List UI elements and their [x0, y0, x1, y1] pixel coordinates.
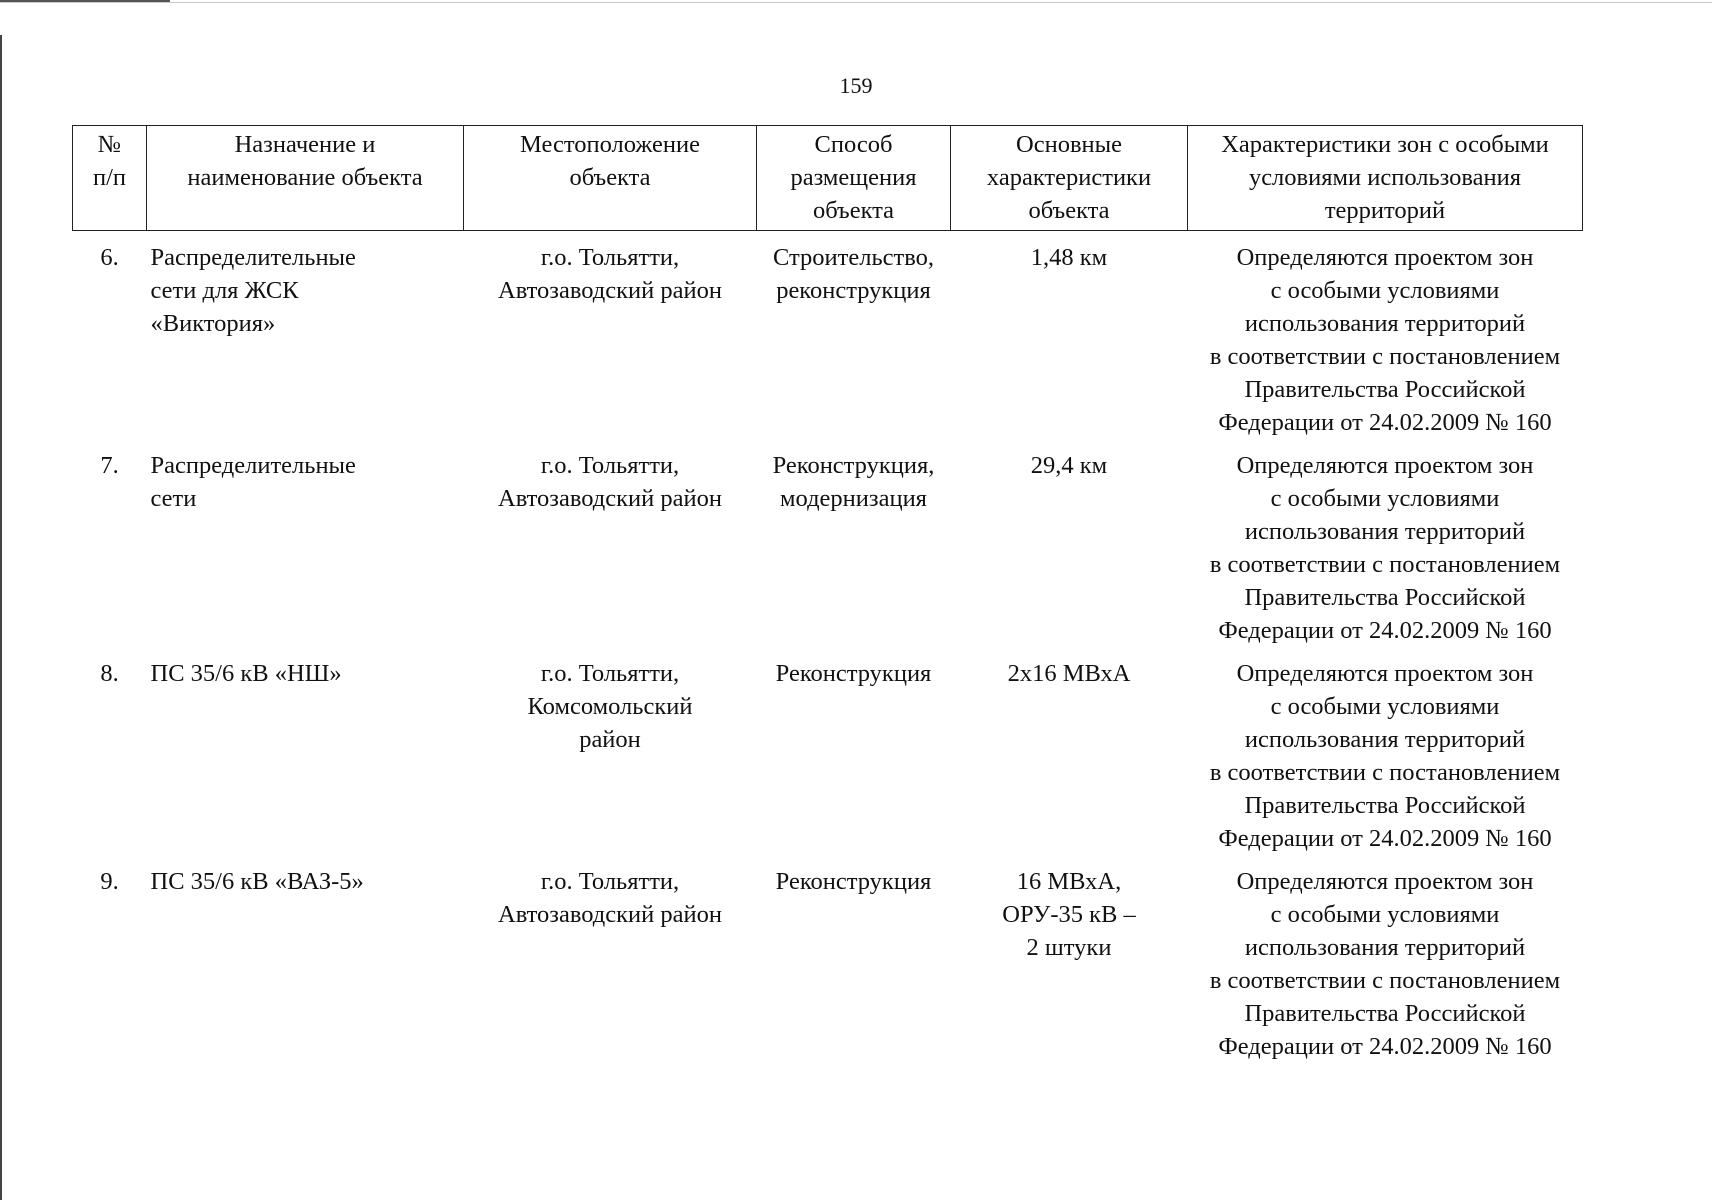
- table-header-row: [73, 126, 1583, 231]
- object-location: г.о. Тольятти, Автозаводский район: [498, 452, 722, 512]
- object-name: Распределительные сети для ЖСК «Виктория»: [150, 244, 356, 337]
- objects-table: [72, 125, 1583, 1065]
- row-number: 8.: [100, 660, 119, 687]
- object-characteristics: 29,4 км: [1030, 452, 1108, 479]
- header-characteristics: Основные характеристики объекта: [951, 126, 1188, 231]
- table-row: [73, 855, 1583, 1065]
- row-number: 7.: [100, 452, 119, 479]
- scan-edge-top-thin: [0, 2, 1712, 3]
- header-method: Способ размещения объекта: [757, 126, 951, 231]
- zone-characteristics: Определяются проектом зон с особыми условиями использования территорий в соответствии с постановлением Правительства Российской Федерации от 24.02.2009 № 160: [1209, 660, 1561, 852]
- zone-characteristics: Определяются проектом зон с особыми условиями использования территорий в соответствии с постановлением Правительства Российской Федерации от 24.02.2009 № 160: [1209, 452, 1561, 644]
- object-location: г.о. Тольятти, Автозаводский район: [498, 868, 722, 928]
- row-number: 9.: [100, 868, 119, 895]
- object-characteristics: 2x16 МВхА: [1007, 660, 1131, 687]
- object-location: г.о. Тольятти, Автозаводский район: [498, 244, 722, 304]
- zone-characteristics: Определяются проектом зон с особыми условиями использования территорий в соответствии с постановлением Правительства Российской Федерации от 24.02.2009 № 160: [1209, 868, 1561, 1060]
- page-number: 159: [839, 73, 873, 98]
- table-row: [73, 231, 1583, 440]
- object-name: Распределительные сети: [150, 452, 356, 512]
- object-name: ПС 35/6 кВ «ВАЗ-5»: [150, 868, 364, 895]
- zone-characteristics: Определяются проектом зон с особыми условиями использования территорий в соответствии с постановлением Правительства Российской Федерации от 24.02.2009 № 160: [1209, 244, 1561, 436]
- table-row: [73, 439, 1583, 647]
- scan-edge-left: [0, 35, 2, 1200]
- row-number: 6.: [100, 244, 119, 271]
- object-location: г.о. Тольятти, Комсомольский район: [527, 660, 693, 753]
- object-characteristics: 16 МВхА, ОРУ-35 кВ – 2 штуки: [1002, 868, 1136, 961]
- header-zones: Характеристики зон с особыми условиями использования территорий: [1188, 126, 1583, 231]
- object-characteristics: 1,48 км: [1030, 244, 1108, 271]
- placement-method: Реконструкция: [775, 868, 932, 895]
- header-num: № п/п: [73, 126, 147, 231]
- header-name: Назначение и наименование объекта: [147, 126, 464, 231]
- placement-method: Реконструкция, модернизация: [772, 452, 935, 512]
- placement-method: Реконструкция: [775, 660, 932, 687]
- header-location: Местоположение объекта: [464, 126, 757, 231]
- object-name: ПС 35/6 кВ «НШ»: [150, 660, 342, 687]
- placement-method: Строительство, реконструкция: [773, 244, 934, 304]
- table-row: [73, 647, 1583, 855]
